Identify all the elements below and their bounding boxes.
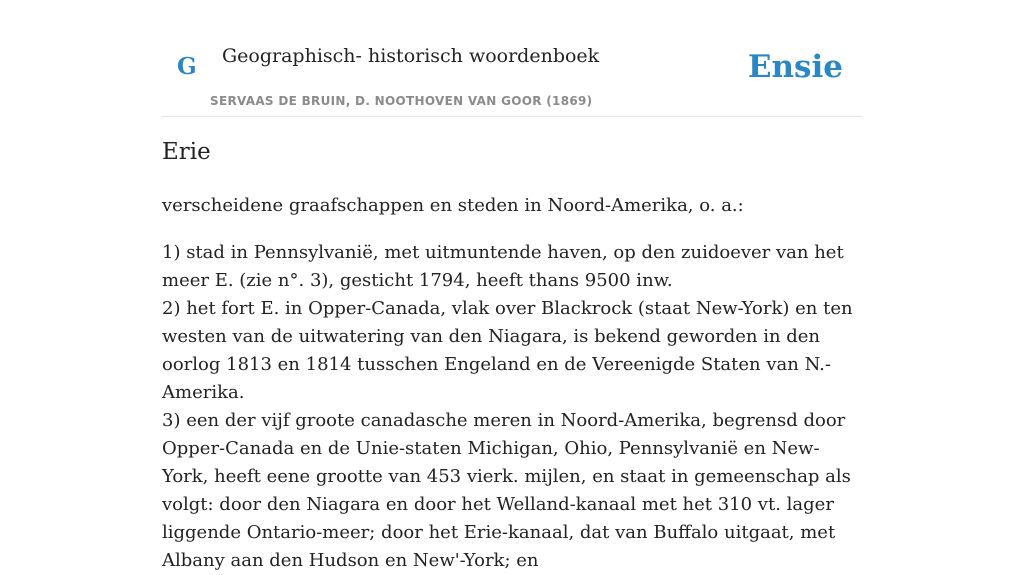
content-column (162, 0, 862, 571)
entry-intro: verscheidene graafschappen en steden in Noord-Amerika, o. a.: (162, 195, 744, 216)
entry-paragraph-2: 2) het fort E. in Opper-Canada, vlak over Blackrock (staat New-York) en ten westen van de uitwatering van den Niagara, is bekend geworden in den oorlog 1813 en 1814 tusschen Engeland en de Vereenigde Staten van N.-Amerika. (162, 298, 853, 403)
entry-body (162, 239, 862, 575)
book-authors: SERVAAS DE BRUIN, D. NOOTHOVEN VAN GOOR (1869) (210, 94, 593, 108)
book-title[interactable]: Geographisch- historisch woordenboek (222, 45, 600, 67)
brand-logo[interactable]: Ensie (747, 49, 843, 85)
book-header (162, 0, 862, 117)
entry-paragraph-3: 3) een der vijf groote canadasche meren in Noord-Amerika, begrensd door Opper-Canada en de Unie-staten Michigan, Ohio, Pennsylvanië en New-York, heeft eene grootte van 453 vierk. mijlen, en staat in gemeenschap als volgt: door den Niagara en door het Welland-kanaal met het 310 vt. lager liggende Ontario-meer; door het Erie-kanaal, dat van Buffalo uitgaat, met Albany aan den Hudson en New'-York; en (162, 410, 851, 571)
entry-title: Erie (162, 139, 211, 165)
entry-paragraph-1: 1) stad in Pennsylvanië, met uitmuntende haven, op den zuidoever van het meer E. (zie n°. 3), gesticht 1794, heeft thans 9500 inw. (162, 242, 844, 291)
book-letter-icon[interactable]: G (177, 53, 197, 80)
